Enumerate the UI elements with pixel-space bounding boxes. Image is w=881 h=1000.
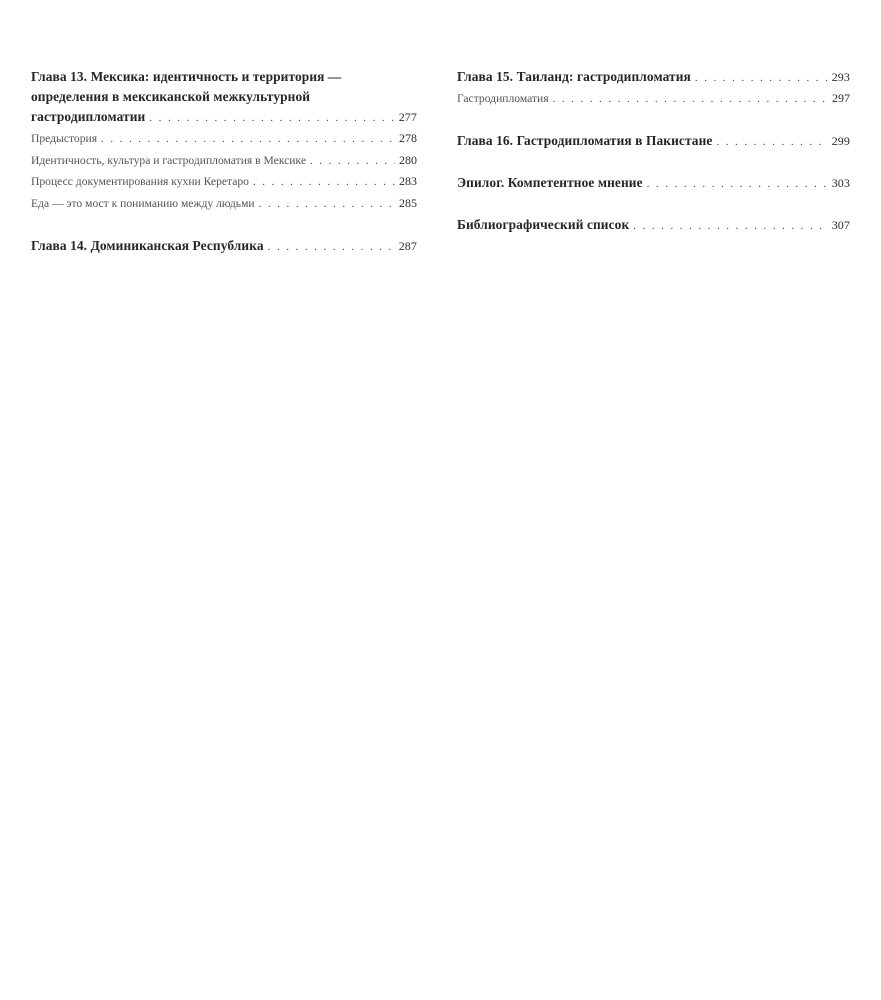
toc-entry-title: Идентичность, культура и гастродипломатия в Мексике xyxy=(31,153,306,167)
toc-entry-epilogue[interactable] xyxy=(457,173,850,194)
toc-entry-title: Процесс документирования кухни Керетаро xyxy=(31,175,249,188)
toc-page-number: 278 xyxy=(399,131,417,145)
leader-dots xyxy=(647,174,828,194)
toc-entry-title: Еда — это мост к пониманию между людьми xyxy=(31,196,255,210)
leader-dots xyxy=(253,172,395,193)
toc-entry-title: Библиографический список xyxy=(457,216,630,232)
toc-entry-title: Глава 16. Гастродипломатия в Пакистане xyxy=(457,132,713,148)
toc-entry-prehistory[interactable] xyxy=(31,128,417,150)
toc-entry-title: Эпилог. Компетентное мнение xyxy=(457,174,643,190)
leader-dots xyxy=(695,68,828,88)
toc-page-number: 285 xyxy=(399,195,417,210)
toc-entry-title-line: определения в мексиканской межкультурной xyxy=(31,89,311,104)
toc-entry-gastrodiplomacy[interactable] xyxy=(457,88,850,110)
toc-entry-title: гастродипломатии xyxy=(31,109,146,124)
toc-entry-food-bridge[interactable] xyxy=(31,193,417,215)
leader-dots xyxy=(310,151,395,172)
toc-page-number: 293 xyxy=(831,70,850,84)
leader-dots xyxy=(716,132,827,152)
toc-right-column xyxy=(457,67,850,236)
leader-dots xyxy=(633,216,827,236)
toc-entry-title-line: Глава 13. Мексика: идентичность и территория — xyxy=(31,69,342,84)
toc-page-number: 277 xyxy=(398,110,417,124)
toc-page-number: 280 xyxy=(399,152,417,167)
toc-entry-chapter-15[interactable] xyxy=(457,67,850,88)
toc-entry-identity-culture[interactable] xyxy=(31,150,417,172)
toc-entry-chapter-16[interactable] xyxy=(457,131,850,152)
toc-page-number: 307 xyxy=(831,217,850,232)
toc-page-number: 287 xyxy=(398,239,417,253)
toc-entry-bibliography[interactable] xyxy=(457,215,850,236)
toc-page-number: 297 xyxy=(832,91,850,105)
toc-entry-title: Глава 14. Доминиканская Республика xyxy=(31,238,264,253)
toc-page-number: 283 xyxy=(399,174,417,188)
toc-entry-chapter-13[interactable] xyxy=(31,67,417,128)
leader-dots xyxy=(553,89,828,110)
toc-page-number: 299 xyxy=(831,133,850,148)
toc-left-column xyxy=(31,67,417,257)
toc-entry-title: Предыстория xyxy=(31,132,98,145)
leader-dots xyxy=(101,129,395,150)
toc-entry-title: Глава 15. Таиланд: гастродипломатия xyxy=(457,69,691,84)
toc-page-number: 303 xyxy=(831,175,850,190)
leader-dots xyxy=(268,237,395,257)
toc-entry-queretaro-cuisine[interactable] xyxy=(31,171,417,193)
leader-dots xyxy=(259,194,395,215)
toc-entry-title: Гастродипломатия xyxy=(457,92,549,105)
toc-entry-chapter-14[interactable] xyxy=(31,236,417,257)
leader-dots xyxy=(149,108,394,128)
